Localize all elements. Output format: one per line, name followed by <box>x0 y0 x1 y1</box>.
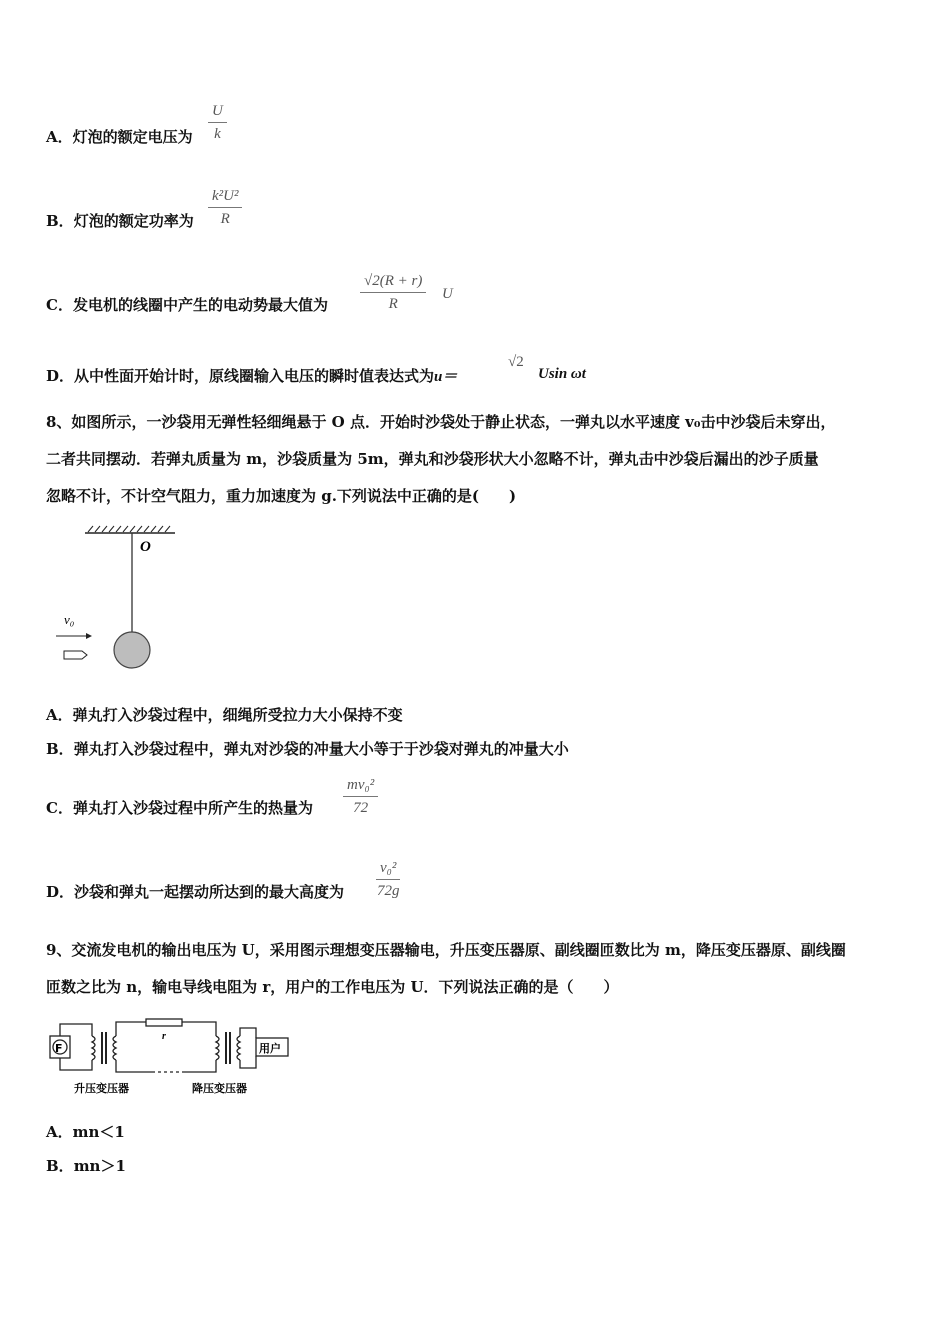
option-label: C． <box>46 296 73 314</box>
step-up-caption: 升压变压器 <box>74 1082 129 1095</box>
option-label: A． <box>46 1123 73 1141</box>
option-text: 弹丸打入沙袋过程中，细绳所受拉力大小保持不变 <box>72 706 403 724</box>
q7-option-a <box>46 127 193 147</box>
q7-option-c <box>46 295 328 315</box>
pendulum-figure <box>50 520 190 680</box>
line-bottom-right <box>184 1060 216 1072</box>
option-label: C． <box>46 799 73 817</box>
user-wire-bottom <box>240 1056 256 1068</box>
fraction-denominator: 72g <box>376 883 400 899</box>
resistor-r <box>146 1019 182 1026</box>
q9-option-a <box>46 1122 125 1142</box>
sandbag <box>114 632 150 668</box>
q7-b-fraction <box>208 187 242 228</box>
stem-line: 二者共同摆动．若弹丸质量为 m，沙袋质量为 5m，弹丸和沙袋形状大小忽略不计，弹丸击中沙袋后漏出的沙子质量 <box>46 450 819 468</box>
fraction-numerator: U <box>208 102 227 123</box>
option-label: B． <box>46 1157 74 1175</box>
q8-c-fraction <box>343 776 378 817</box>
velocity-arrow-head <box>86 633 92 639</box>
fraction-denominator: R <box>220 211 230 227</box>
fraction-denominator: 72 <box>353 800 369 816</box>
expr-u: u＝ <box>434 369 458 385</box>
ceiling-hatch <box>88 526 170 532</box>
velocity-label: v₀ <box>64 612 75 627</box>
line-top-left <box>116 1022 146 1036</box>
q8-option-c <box>46 798 313 818</box>
pivot-label: O <box>140 539 151 555</box>
bullet <box>64 651 87 659</box>
option-label: A． <box>46 706 73 724</box>
option-text: 灯泡的额定功率为 <box>73 212 194 230</box>
q7-option-b <box>46 211 194 231</box>
step-up-secondary-coil <box>113 1036 116 1060</box>
q8-option-d <box>46 882 344 902</box>
option-label: B． <box>46 740 74 758</box>
option-label: B． <box>46 212 74 230</box>
line-bottom-left <box>116 1060 152 1072</box>
resistor-label: r <box>162 1031 166 1042</box>
q8-stem <box>46 404 906 515</box>
user-wire-top <box>240 1028 256 1038</box>
fraction-numerator: v₀² <box>376 859 400 880</box>
primary-wire-bottom <box>60 1058 92 1070</box>
expr-usin: Usin ωt <box>538 366 586 382</box>
q7-option-d <box>46 366 457 387</box>
fraction-denominator: k <box>214 126 221 142</box>
q8-option-b <box>46 739 569 759</box>
option-label: D． <box>46 367 75 385</box>
option-text: 沙袋和弹丸一起摆动所达到的最大高度为 <box>74 883 345 901</box>
step-down-secondary-coil <box>237 1036 240 1060</box>
fraction-numerator: k²U² <box>208 187 242 208</box>
option-text: 弹丸打入沙袋过程中，弹丸对沙袋的冲量大小等于于沙袋对弹丸的冲量大小 <box>73 740 569 758</box>
generator-label: F <box>55 1042 63 1055</box>
stem-line: 忽略不计，不计空气阻力，重力加速度为 g.下列说法中正确的是( ) <box>46 487 517 505</box>
fraction-numerator: mv₀² <box>343 776 378 797</box>
q8-d-fraction <box>376 859 400 900</box>
step-down-caption: 降压变压器 <box>192 1082 247 1095</box>
q9-option-b <box>46 1156 126 1176</box>
stem-line: 9、交流发电机的输出电压为 U，采用图示理想变压器输电，升压变压器原、副线圈匝数比为 m，降压变压器原、副线圈 <box>46 941 846 959</box>
q7-c-tail: U <box>442 286 453 302</box>
stem-line: 8、如图所示，一沙袋用无弹性轻细绳悬于 O 点．开始时沙袋处于静止状态，一弹丸以水平速度 v₀击中沙袋后未穿出， <box>46 413 836 431</box>
stem-line: 匝数之比为 n，输电导线电阻为 r，用户的工作电压为 U．下列说法正确的是（ ） <box>46 978 619 996</box>
primary-wire-top <box>60 1024 92 1036</box>
q8-option-a <box>46 705 403 725</box>
option-text: mn＞1 <box>73 1157 126 1175</box>
option-label: A． <box>46 128 73 146</box>
q9-stem <box>46 932 906 1006</box>
option-text: 发电机的线圈中产生的电动势最大值为 <box>72 296 328 314</box>
option-text: 弹丸打入沙袋过程中所产生的热量为 <box>72 799 313 817</box>
option-text: mn＜1 <box>72 1123 125 1141</box>
step-up-primary-coil <box>92 1036 95 1060</box>
q7-c-fraction <box>360 272 426 313</box>
sqrt-two: √2 <box>508 354 524 370</box>
fraction-denominator: R <box>388 296 398 312</box>
transmission-circuit-figure <box>44 1014 294 1098</box>
line-top-right <box>182 1022 216 1036</box>
step-down-primary-coil <box>216 1036 219 1060</box>
option-text: 从中性面开始计时，原线圈输入电压的瞬时值表达式为 <box>74 367 435 385</box>
user-label: 用户 <box>259 1042 281 1055</box>
option-label: D． <box>46 883 75 901</box>
fraction-numerator: √2(R + r) <box>360 272 426 293</box>
q7-a-fraction <box>208 102 227 143</box>
option-text: 灯泡的额定电压为 <box>72 128 193 146</box>
